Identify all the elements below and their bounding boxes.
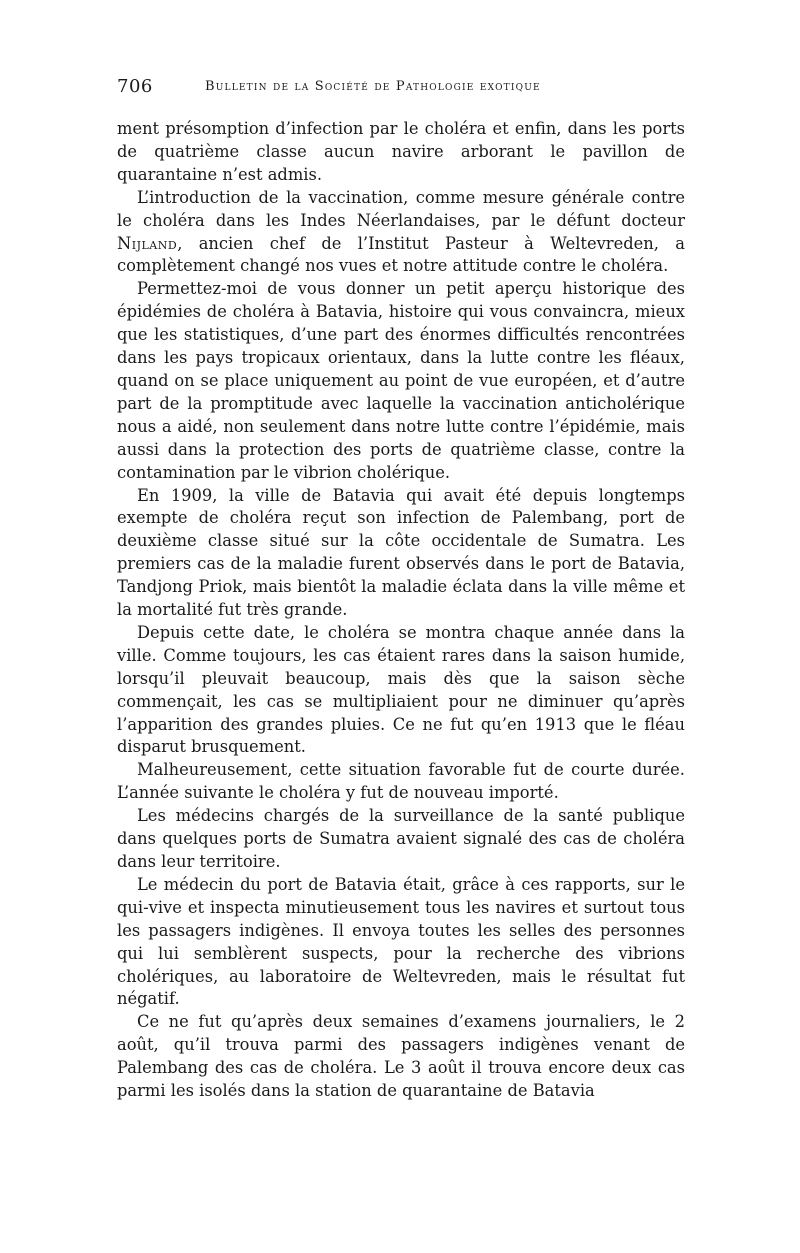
paragraph: Depuis cette date, le choléra se montra chaque année dans la ville. Comme toujours, les cas étaient rares dans la saison humide, lorsqu’il pleuvait beaucoup, mais dès que la saison sèche commençait, les cas se multipliaient pour ne diminuer qu’après l’apparition des grandes pluies. Ce ne fut qu’en 1913 que le fléau disparut brusquement.: [117, 622, 685, 757]
article-body: [117, 118, 685, 1103]
paragraph: [117, 187, 685, 279]
paragraph: Malheureusement, cette situation favorable fut de courte durée. L’année suivante le choléra y fut de nouveau importé.: [117, 760, 685, 803]
running-header: [117, 70, 685, 102]
paragraph: En 1909, la ville de Batavia qui avait été depuis longtemps exempte de choléra reçut son infection de Palembang, port de deuxième classe situé sur la côte occidentale de Sumatra. Les premiers cas de la maladie furent observés dans le port de Batavia, Tandjong Priok, mais bientôt la maladie éclata dans la ville même et la mortalité fut très grande.: [117, 485, 685, 620]
author-name: Nijland: [117, 233, 178, 253]
page: [117, 70, 685, 1103]
page-number: 706: [117, 76, 153, 97]
paragraph: Permettez-moi de vous donner un petit aperçu historique des épidémies de choléra à Batavia, histoire qui vous convaincra, mieux que les statistiques, d’une part des énormes difficultés rencontrées dans les pays tropicaux orientaux, dans la lutte contre les fléaux, quand on se place uniquement au point de vue européen, et d’autre part de la promptitude avec laquelle la vaccination anticholérique nous a aidé, non seulement dans notre lutte contre l’épidémie, mais aussi dans la protection des ports de quatrième classe, contre la contamination par le vibrion cholérique.: [117, 279, 685, 482]
paragraph: Les médecins chargés de la surveillance de la santé publique dans quelques ports de Sumatra avaient signalé des cas de choléra dans leur territoire.: [117, 806, 685, 871]
running-title: Bulletin de la Société de Pathologie exotique: [205, 79, 541, 94]
paragraph: Le médecin du port de Batavia était, grâce à ces rapports, sur le qui-vive et inspecta minutieusement tous les navires et surtout tous les passagers indigènes. Il envoya toutes les selles des personnes qui lui semblèrent suspects, pour la recherche des vibrions cholériques, au laboratoire de Weltevreden, mais le résultat fut négatif.: [117, 874, 685, 1009]
paragraph-text: L’introduction de la vaccination, comme mesure générale contre le choléra dans les Indes Néerlandaises, par le défunt docteur: [117, 187, 685, 230]
paragraph: ment présomption d’infection par le choléra et enfin, dans les ports de quatrième classe aucun navire arborant le pavillon de quarantaine n’est admis.: [117, 119, 685, 184]
paragraph-text: , ancien chef de l’Institut Pasteur à Weltevreden, a complètement changé nos vues et notre attitude contre le choléra.: [117, 233, 685, 276]
paragraph: Ce ne fut qu’après deux semaines d’examens journaliers, le 2 août, qu’il trouva parmi des passagers indigènes venant de Palembang des cas de choléra. Le 3 août il trouva encore deux cas parmi les isolés dans la station de quarantaine de Batavia: [117, 1012, 685, 1101]
